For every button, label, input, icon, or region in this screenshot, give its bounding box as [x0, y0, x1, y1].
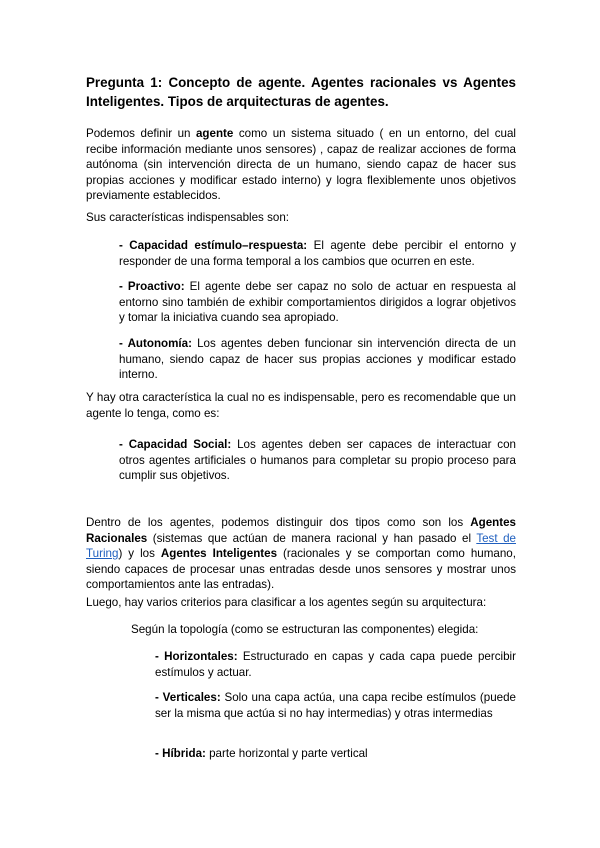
types-text: (sistemas que actúan de manera racional y han pasado el	[147, 531, 477, 545]
characteristic-term: - Capacidad estímulo–respuesta:	[119, 239, 308, 252]
topology-text: Solo una capa actúa, una capa recibe estímulos (puede ser la misma que actúa si no hay intermedias) y otras intermedias	[155, 691, 516, 720]
term-agentes-racionales: Agentes Racionales	[86, 516, 516, 545]
characteristic-text: El agente debe percibir el entorno y responder de una forma temporal a los cambios que ocurren en este.	[119, 239, 517, 268]
characteristics-intro: Sus características indispensables son:	[86, 211, 289, 224]
topology-text: parte horizontal y parte vertical	[205, 747, 368, 760]
characteristic-text: Los agentes deben funcionar sin intervención directa de un humano, siendo capaz de hacer sus propias acciones y modificar estado interno.	[119, 337, 516, 382]
intro-text-after: como un sistema situado ( en un entorno, del cual recibe información mediante unos sensores) , capaz de realizar acciones de forma autónoma (sin intervención directa de un humano, siendo capaz de hacer sus propias acciones y modificar estado interno) y logra flexiblemente unos objetivos previamente establecidos.	[86, 127, 516, 203]
types-text: (racionales y se comportan como humano, siendo capaces de procesar unas entradas desde unos sensores y mostrar unos comportamientos ante las entradas).	[86, 547, 516, 592]
criteria-intro: Luego, hay varios criterios para clasificar a los agentes según su arquitectura:	[86, 596, 487, 609]
optional-intro: Y hay otra característica la cual no es indispensable, pero es recomendable que un agente lo tenga, como es:	[86, 391, 516, 420]
topology-item	[155, 690, 516, 721]
optional-characteristic	[119, 437, 516, 484]
intro-term-agente: agente	[195, 127, 234, 140]
term-agentes-inteligentes: Agentes Inteligentes	[160, 547, 278, 561]
characteristic-item	[119, 279, 516, 326]
optional-term: - Capacidad Social:	[119, 438, 232, 451]
optional-text: Los agentes deben ser capaces de interactuar con otros agentes artificiales o humanos para completar su propio proceso para cumplir sus objetivos.	[119, 438, 516, 483]
topology-text: Estructurado en capas y cada capa puede percibir estímulos y actuar.	[155, 650, 516, 679]
characteristic-item	[119, 238, 516, 269]
characteristic-text: El agente debe ser capaz no solo de actuar en respuesta al entorno sino también de exhibir comportamientos dirigidos a lograr objetivos y tomar la iniciativa cuando sea apropiado.	[119, 280, 517, 325]
agent-types-paragraph	[86, 515, 516, 593]
topology-intro: Según la topología (como se estructuran las componentes) elegida:	[131, 623, 479, 636]
page-title: Pregunta 1: Concepto de agente. Agentes racionales vs Agentes Inteligentes. Tipos de arquitecturas de agentes.	[86, 75, 516, 109]
intro-text-before: Podemos definir un	[86, 127, 196, 140]
topology-item	[155, 746, 516, 762]
characteristic-item	[119, 336, 516, 383]
characteristic-term: - Proactivo:	[119, 280, 185, 293]
test-de-turing-link[interactable]: Test de Turing	[86, 531, 516, 561]
topology-term: - Híbrida:	[155, 747, 206, 760]
topology-term: - Horizontales:	[155, 650, 238, 663]
types-text: Dentro de los agentes, podemos distinguir dos tipos como son los	[86, 516, 471, 529]
topology-term: - Verticales:	[155, 691, 221, 704]
characteristic-term: - Autonomía:	[119, 337, 192, 350]
intro-paragraph	[86, 126, 516, 204]
types-text: ) y los	[118, 547, 161, 561]
topology-item	[155, 649, 516, 680]
